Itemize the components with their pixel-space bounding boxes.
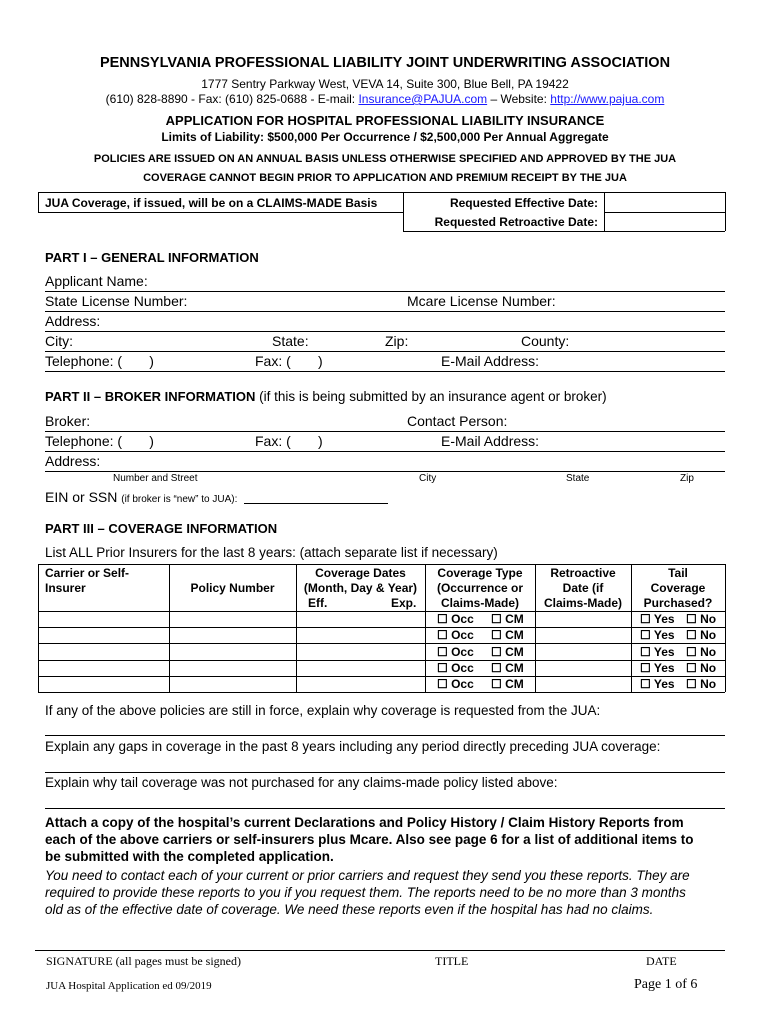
policy-notice-1: POLICIES ARE ISSUED ON AN ANNUAL BASIS UNLESS OTHERWISE SPECIFIED AND APPROVED BY THE JUA — [93, 153, 677, 165]
yes-checkbox[interactable]: ☐ Yes — [640, 645, 675, 659]
attach-instruction-1: Attach a copy of the hospital’s current Declarations and Policy History / Claim History Reports from — [45, 815, 684, 830]
yes-checkbox[interactable]: ☐ Yes — [640, 628, 675, 642]
page-number: Page 1 of 6 — [634, 977, 698, 992]
city-label: City: — [45, 333, 73, 349]
policy-notice-2: COVERAGE CANNOT BEGIN PRIOR TO APPLICATION AND PREMIUM RECEIPT BY THE JUA — [143, 172, 627, 184]
occ-checkbox[interactable]: ☐ Occ — [437, 612, 474, 626]
broker-address-field[interactable] — [45, 471, 725, 472]
part3-heading: PART III – COVERAGE INFORMATION — [45, 521, 278, 536]
sub-street: Number and Street — [113, 473, 198, 484]
col-tail-1: Tail — [668, 566, 688, 580]
address-field[interactable] — [45, 331, 725, 332]
reports-note-3: old as of the effective date of coverage. We need these reports even if the hospital has had no claims. — [45, 902, 654, 917]
email-link[interactable]: Insurance@PAJUA.com — [358, 92, 488, 106]
county-label: County: — [521, 333, 570, 349]
col-dates-2: (Month, Day & Year) — [303, 581, 418, 595]
col-tail-3: Purchased? — [643, 596, 713, 610]
applicant-name-label: Applicant Name: — [45, 273, 148, 289]
occ-checkbox[interactable]: ☐ Occ — [437, 645, 474, 659]
effective-date-input[interactable] — [606, 194, 723, 210]
contact-person-label: Contact Person: — [407, 413, 508, 429]
tail-answer[interactable] — [45, 808, 725, 809]
ein-note: (if broker is “new” to JUA): — [121, 494, 238, 505]
no-checkbox[interactable]: ☐ No — [686, 661, 717, 675]
cm-checkbox[interactable]: ☐ CM — [491, 661, 524, 675]
attach-instruction-2: each of the above carriers or self-insurers plus Mcare. Also see page 6 for a list of additional items to — [45, 832, 694, 847]
gaps-answer[interactable] — [45, 772, 725, 773]
no-checkbox[interactable]: ☐ No — [686, 645, 717, 659]
broker-email-label: E-Mail Address: — [441, 433, 540, 449]
limits-of-liability: Limits of Liability: $500,000 Per Occurrence / $2,500,000 Per Annual Aggregate — [161, 130, 609, 144]
retroactive-date-label: Requested Retroactive Date: — [434, 215, 598, 229]
broker-phone-field[interactable] — [45, 451, 725, 452]
col-type-2: (Occurrence or — [436, 581, 524, 595]
retroactive-date-input[interactable] — [606, 213, 723, 229]
claims-made-basis: JUA Coverage, if issued, will be on a CLAIMS-MADE Basis — [45, 196, 378, 210]
signature-label: SIGNATURE (all pages must be signed) — [46, 954, 241, 968]
no-checkbox[interactable]: ☐ No — [686, 677, 717, 691]
phone-field[interactable] — [45, 371, 725, 372]
cm-checkbox[interactable]: ☐ CM — [491, 645, 524, 659]
cm-checkbox[interactable]: ☐ CM — [491, 677, 524, 691]
sub-city: City — [419, 473, 437, 484]
part2-heading — [45, 389, 607, 404]
title-label: TITLE — [435, 954, 469, 968]
website-link[interactable]: http://www.pajua.com — [550, 92, 665, 106]
col-eff: Eff. — [308, 596, 328, 610]
broker-fax-label: Fax: ( ) — [255, 433, 323, 449]
org-title: PENNSYLVANIA PROFESSIONAL LIABILITY JOINT UNDERWRITING ASSOCIATION — [99, 55, 671, 71]
sub-state: State — [566, 473, 590, 484]
cm-checkbox[interactable]: ☐ CM — [491, 628, 524, 642]
part1-heading: PART I – GENERAL INFORMATION — [45, 250, 259, 265]
attach-instruction-3: be submitted with the completed application. — [45, 849, 334, 864]
application-title: APPLICATION FOR HOSPITAL PROFESSIONAL LIABILITY INSURANCE — [165, 113, 605, 128]
applicant-name-field[interactable] — [45, 291, 725, 292]
state-license-label: State License Number: — [45, 293, 188, 309]
cm-checkbox[interactable]: ☐ CM — [491, 612, 524, 626]
address-label: Address: — [45, 313, 101, 329]
part2-title: PART II – BROKER INFORMATION — [45, 389, 256, 404]
yes-checkbox[interactable]: ☐ Yes — [640, 612, 675, 626]
state-label: State: — [272, 333, 309, 349]
broker-label: Broker: — [45, 413, 91, 429]
broker-field[interactable] — [45, 431, 725, 432]
effective-date-label: Requested Effective Date: — [449, 196, 598, 210]
col-type-3: Claims-Made) — [440, 596, 520, 610]
telephone-label: Telephone: ( ) — [45, 353, 154, 369]
ein-ssn-label — [45, 489, 237, 505]
date-label: DATE — [646, 954, 677, 968]
occ-checkbox[interactable]: ☐ Occ — [437, 677, 474, 691]
col-exp: Exp. — [391, 596, 417, 610]
org-contact-line — [0, 92, 770, 106]
contact-phones: (610) 828-8890 - Fax: (610) 825-0688 - E-mail: — [105, 92, 359, 106]
col-policy-number: Policy Number — [190, 581, 275, 595]
occ-checkbox[interactable]: ☐ Occ — [437, 661, 474, 675]
ein-label: EIN or SSN — [45, 489, 118, 505]
gaps-question: Explain any gaps in coverage in the past 8 years including any period directly preceding JUA coverage: — [45, 739, 661, 754]
signature-line[interactable] — [35, 950, 725, 951]
form-edition: JUA Hospital Application ed 09/2019 — [46, 980, 212, 992]
no-checkbox[interactable]: ☐ No — [686, 628, 717, 642]
fax-label: Fax: ( ) — [255, 353, 323, 369]
prior-insurers-instruction: List ALL Prior Insurers for the last 8 years: (attach separate list if necessary) — [45, 545, 498, 560]
in-force-question: If any of the above policies are still in force, explain why coverage is requested from the JUA: — [45, 703, 601, 718]
city-state-field[interactable] — [45, 351, 725, 352]
reports-note-2: required to provide these reports to you if you request them. The reports need to be no more than 3 months — [45, 885, 686, 900]
yes-checkbox[interactable]: ☐ Yes — [640, 677, 675, 691]
org-address: 1777 Sentry Parkway West, VEVA 14, Suite 300, Blue Bell, PA 19422 — [201, 77, 569, 91]
col-tail-2: Coverage — [650, 581, 706, 595]
col-dates-1: Coverage Dates — [315, 566, 406, 580]
zip-label: Zip: — [385, 333, 409, 349]
part2-note: (if this is being submitted by an insurance agent or broker) — [255, 389, 607, 404]
tail-question: Explain why tail coverage was not purchased for any claims-made policy listed above: — [45, 775, 558, 790]
col-type-1: Coverage Type — [437, 566, 523, 580]
ein-field[interactable] — [244, 503, 388, 504]
yes-checkbox[interactable]: ☐ Yes — [640, 661, 675, 675]
in-force-answer[interactable] — [45, 735, 725, 736]
col-retro-2: Date (if — [562, 581, 604, 595]
broker-telephone-label: Telephone: ( ) — [45, 433, 154, 449]
no-checkbox[interactable]: ☐ No — [686, 612, 717, 626]
occ-checkbox[interactable]: ☐ Occ — [437, 628, 474, 642]
email-label: E-Mail Address: — [441, 353, 540, 369]
license-field[interactable] — [45, 311, 725, 312]
col-retro-1: Retroactive — [550, 566, 616, 580]
reports-note-1: You need to contact each of your current or prior carriers and request they send you these reports. They are — [45, 868, 690, 883]
sub-zip: Zip — [680, 473, 694, 484]
mcare-license-label: Mcare License Number: — [407, 293, 556, 309]
website-prefix: – Website: — [487, 92, 551, 106]
col-carrier: Carrier or Self-Insurer — [45, 566, 130, 595]
broker-address-label: Address: — [45, 453, 101, 469]
col-retro-3: Claims-Made) — [543, 596, 623, 610]
